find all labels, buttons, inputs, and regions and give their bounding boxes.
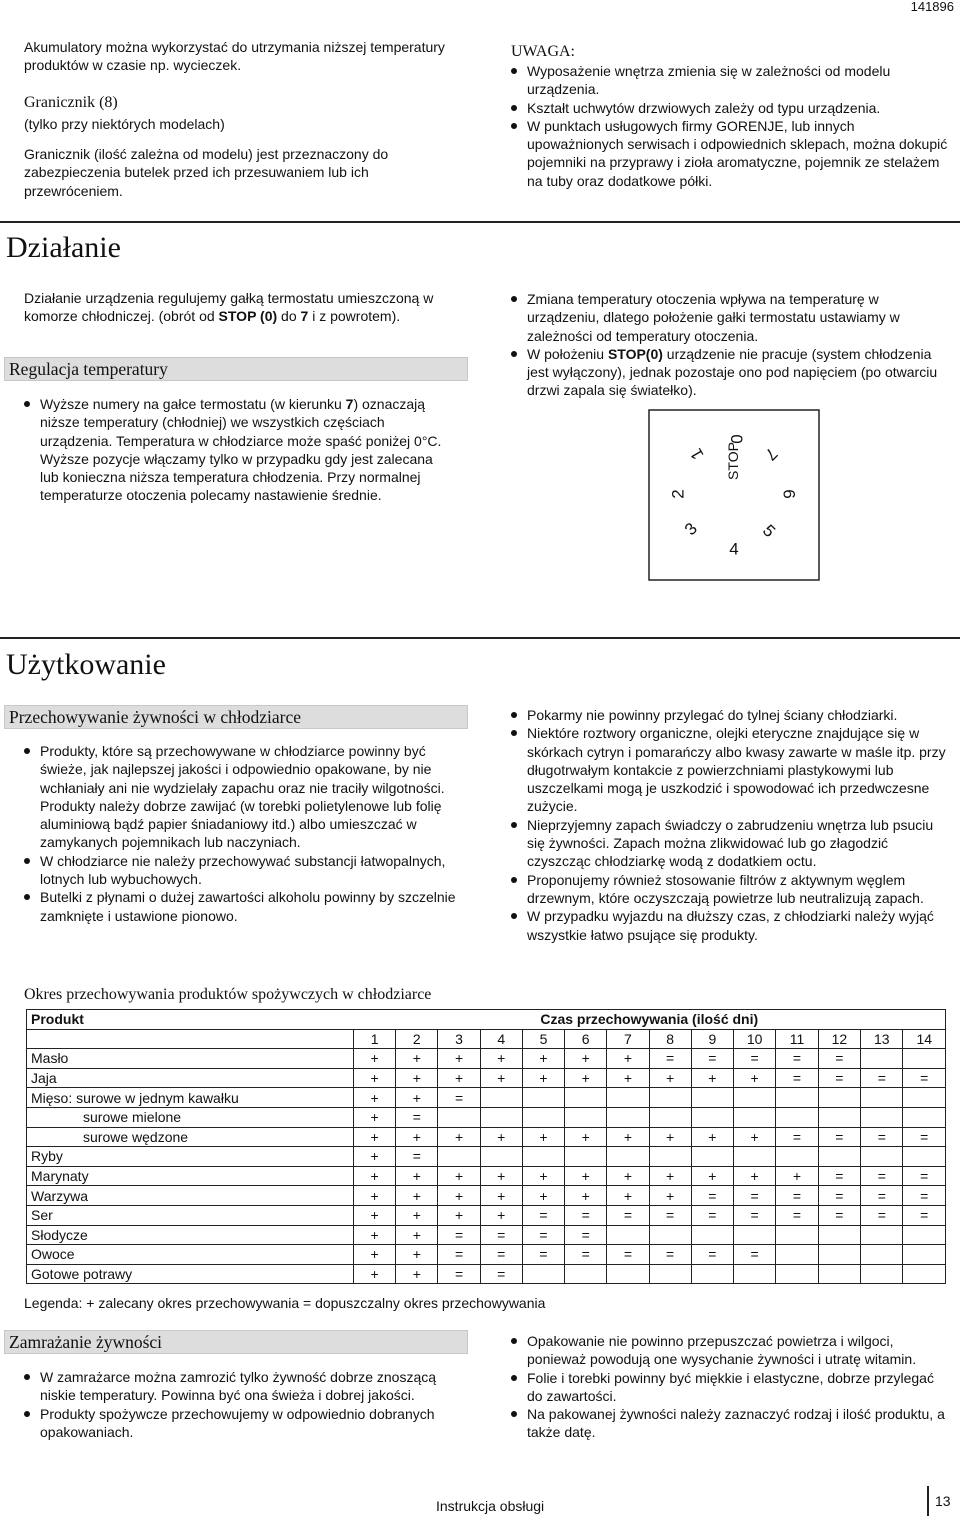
storage-right-item: Pokarmy nie powinny przylegać do tylnej ściany chłodziarki.	[509, 706, 949, 724]
storage-cell: =	[691, 1049, 733, 1069]
storage-cell: =	[438, 1264, 480, 1284]
day-header-cell: 5	[522, 1029, 564, 1049]
storage-cell: =	[565, 1225, 607, 1245]
table-row	[27, 1068, 946, 1088]
storage-cell: +	[353, 1088, 395, 1108]
storage-cell: =	[438, 1245, 480, 1265]
storage-cell	[565, 1264, 607, 1284]
storage-cell	[565, 1147, 607, 1167]
storage-cell: +	[649, 1166, 691, 1186]
operation-heading: Działanie	[6, 231, 121, 264]
storage-cell: =	[861, 1166, 903, 1186]
storage-heading: Przechowywanie żywności w chłodziarce	[4, 705, 468, 729]
storage-cell	[691, 1225, 733, 1245]
storage-cell: =	[903, 1127, 946, 1147]
table-row	[27, 1225, 946, 1245]
storage-cell	[903, 1088, 946, 1108]
storage-cell: =	[691, 1205, 733, 1225]
storage-cell: +	[649, 1186, 691, 1206]
storage-cell	[861, 1147, 903, 1167]
storage-cell	[861, 1264, 903, 1284]
table-row	[27, 1264, 946, 1284]
storage-cell	[776, 1147, 818, 1167]
section-rule	[0, 221, 960, 223]
operation-right-item: W położeniu STOP(0) urządzenie nie pracuje (system chłodzenia jest wyłączony), jednak pozostaje ono pod napięciem (po otwarciu drzwi zapala się światełko).	[509, 345, 949, 400]
table-row	[27, 1147, 946, 1167]
storage-cell: +	[733, 1166, 775, 1186]
storage-cell: +	[353, 1245, 395, 1265]
storage-cell: +	[396, 1166, 438, 1186]
storage-cell: +	[691, 1127, 733, 1147]
operation-intro: Działanie urządzenia regulujemy gałką termostatu umieszczoną w komorze chłodniczej. (obrót od STOP (0) do 7 i z powrotem).	[24, 290, 434, 325]
storage-cell: =	[818, 1205, 860, 1225]
dial-number-2: 2	[668, 489, 688, 499]
storage-cell	[691, 1088, 733, 1108]
storage-cell	[522, 1107, 564, 1127]
usage-heading: Użytkowanie	[6, 648, 166, 681]
note-item: W punktach usługowych firmy GORENJE, lub innych upoważnionych serwisach i odpowiednich sklepach, można dokupić pojemniki na przyprawy i zioła aromatyczne, pojemnik ze stelażem na tuby oraz dodatkowe półki.	[509, 117, 949, 190]
storage-cell	[818, 1107, 860, 1127]
storage-left-list	[22, 742, 466, 925]
table-row	[27, 1049, 946, 1069]
freezing-right-item: Opakowanie nie powinno przepuszczać powietrza i wilgoci, ponieważ powodują one wysychanie żywności i utratę witamin.	[509, 1332, 949, 1369]
storage-cell	[818, 1225, 860, 1245]
storage-cell	[776, 1245, 818, 1265]
storage-table	[26, 1009, 946, 1284]
storage-cell: =	[903, 1068, 946, 1088]
storage-cell: =	[861, 1186, 903, 1206]
storage-cell: +	[353, 1107, 395, 1127]
storage-cell	[861, 1107, 903, 1127]
dial-number-6: 6	[779, 489, 799, 499]
storage-cell: +	[438, 1205, 480, 1225]
note-item: Kształt uchwytów drzwiowych zależy od typu urządzenia.	[509, 99, 949, 117]
storage-cell	[649, 1264, 691, 1284]
storage-cell	[565, 1107, 607, 1127]
storage-cell: +	[438, 1127, 480, 1147]
storage-cell: +	[480, 1205, 522, 1225]
storage-cell	[776, 1264, 818, 1284]
storage-cell	[903, 1225, 946, 1245]
storage-cell	[861, 1245, 903, 1265]
product-column-header: Produkt	[27, 1010, 354, 1030]
storage-cell: =	[776, 1049, 818, 1069]
storage-cell: =	[861, 1127, 903, 1147]
day-header-cell: 12	[818, 1029, 860, 1049]
storage-cell: +	[691, 1166, 733, 1186]
storage-cell: =	[776, 1186, 818, 1206]
storage-right-item: Niektóre roztwory organiczne, olejki eteryczne znajdujące się w skórkach cytryn i pomarańczy albo kwasy zawarte w maśle itp. przy długotrwałym kontakcie z powierzchniami plastykowymi lub uszczelkami mogą je uszkodzić i spowodować ich przedwczesne zużycie.	[509, 724, 949, 815]
note-item: Wyposażenie wnętrza zmienia się w zależności od modelu urządzenia.	[509, 62, 949, 99]
storage-cell: =	[818, 1068, 860, 1088]
table-header-row	[27, 1010, 946, 1030]
storage-cell: +	[649, 1127, 691, 1147]
storage-cell: =	[691, 1245, 733, 1265]
storage-cell: +	[480, 1127, 522, 1147]
storage-cell: +	[522, 1166, 564, 1186]
days-row	[27, 1029, 946, 1049]
product-name-cell: Gotowe potrawy	[27, 1264, 354, 1284]
product-name-cell: Mięso: surowe w jednym kawałku	[27, 1088, 354, 1108]
storage-cell: +	[353, 1127, 395, 1147]
storage-cell	[691, 1147, 733, 1167]
storage-cell: =	[522, 1205, 564, 1225]
storage-cell: =	[861, 1068, 903, 1088]
storage-cell	[903, 1264, 946, 1284]
storage-cell	[776, 1088, 818, 1108]
day-header-cell: 14	[903, 1029, 946, 1049]
storage-cell: =	[691, 1186, 733, 1206]
storage-cell: =	[565, 1245, 607, 1265]
storage-cell: +	[480, 1186, 522, 1206]
product-name-cell: Masło	[27, 1049, 354, 1069]
table-row	[27, 1205, 946, 1225]
storage-cell	[776, 1107, 818, 1127]
footer-page-number: 13	[935, 1493, 951, 1509]
storage-cell: =	[733, 1186, 775, 1206]
storage-cell: +	[396, 1264, 438, 1284]
product-name-cell: surowe mielone	[27, 1107, 354, 1127]
storage-cell	[733, 1107, 775, 1127]
storage-cell: =	[649, 1245, 691, 1265]
storage-cell: =	[480, 1245, 522, 1265]
dial-stop-label: STOP	[725, 442, 741, 480]
product-name-cell: Słodycze	[27, 1225, 354, 1245]
storage-cell: =	[607, 1245, 649, 1265]
storage-cell: +	[565, 1186, 607, 1206]
storage-cell: +	[396, 1186, 438, 1206]
day-header-cell: 9	[691, 1029, 733, 1049]
time-column-header: Czas przechowywania (ilość dni)	[353, 1010, 945, 1030]
product-name-cell: Ser	[27, 1205, 354, 1225]
product-name-cell: surowe wędzone	[27, 1127, 354, 1147]
storage-cell: +	[733, 1068, 775, 1088]
storage-cell: +	[607, 1127, 649, 1147]
storage-cell: +	[396, 1049, 438, 1069]
storage-right-item: Proponujemy również stosowanie filtrów z aktywnym węglem drzewnym, które oczyszczają powietrze lub neutralizują zapach.	[509, 871, 949, 908]
storage-cell	[818, 1264, 860, 1284]
storage-cell: =	[649, 1049, 691, 1069]
storage-cell	[691, 1264, 733, 1284]
storage-cell: +	[353, 1264, 395, 1284]
freezing-left-list	[22, 1368, 452, 1441]
day-header-cell: 1	[353, 1029, 395, 1049]
freezing-right-item: Folie i torebki powinny być miękkie i elastyczne, dobrze przylegać do zawartości.	[509, 1369, 949, 1406]
storage-cell: =	[818, 1166, 860, 1186]
limiter-text: Granicznik (ilość zależna od modelu) jest przeznaczony do zabezpieczenia butelek przed ich przesuwaniem lub ich przewróceniem.	[24, 146, 389, 199]
operation-right-list	[509, 290, 949, 400]
day-header-cell: 11	[776, 1029, 818, 1049]
storage-cell: +	[396, 1225, 438, 1245]
storage-cell: =	[818, 1049, 860, 1069]
day-header-cell: 4	[480, 1029, 522, 1049]
day-header-cell: 7	[607, 1029, 649, 1049]
storage-cell: +	[353, 1205, 395, 1225]
storage-cell: =	[649, 1205, 691, 1225]
storage-cell	[733, 1225, 775, 1245]
storage-cell: +	[353, 1186, 395, 1206]
product-name-cell: Jaja	[27, 1068, 354, 1088]
storage-cell: +	[438, 1166, 480, 1186]
operation-right-item: Zmiana temperatury otoczenia wpływa na temperaturę w urządzeniu, dlatego położenie gałki termostatu ustawiamy w zależności od temperatury otoczenia.	[509, 290, 949, 345]
regulation-list	[22, 395, 452, 505]
storage-cell	[649, 1107, 691, 1127]
storage-cell	[438, 1107, 480, 1127]
section-rule	[0, 637, 960, 639]
storage-cell	[480, 1088, 522, 1108]
storage-cell: +	[480, 1049, 522, 1069]
storage-cell	[522, 1264, 564, 1284]
product-name-cell: Ryby	[27, 1147, 354, 1167]
storage-cell: +	[396, 1127, 438, 1147]
regulation-item: Wyższe numery na gałce termostatu (w kierunku 7) oznaczają niższe temperatury (chłodniej) we wszystkich częściach urządzenia. Temperatura w chłodziarce może spaść poniżej 0°C. Wyższe pozycje włączamy tylko w przypadku gdy jest zalecana lub konieczna niższa temperatura chłodzenia. Przy normalnej temperaturze otoczenia polecamy nastawienie średnie.	[22, 395, 452, 505]
table-row	[27, 1127, 946, 1147]
dial-number-7: 7	[760, 443, 782, 465]
storage-cell	[649, 1088, 691, 1108]
freezing-left-item: W zamrażarce można zamrozić tylko żywność dobrze znoszącą niskie temperatury. Powinna być ona świeża i dobrej jakości.	[22, 1368, 452, 1405]
storage-cell	[818, 1147, 860, 1167]
dial-number-4: 4	[729, 539, 739, 559]
storage-cell: +	[396, 1068, 438, 1088]
storage-cell: =	[733, 1245, 775, 1265]
storage-cell	[691, 1107, 733, 1127]
storage-cell: =	[396, 1107, 438, 1127]
storage-cell	[903, 1049, 946, 1069]
storage-cell: =	[438, 1225, 480, 1245]
blank-cell	[27, 1029, 354, 1049]
storage-cell: =	[776, 1127, 818, 1147]
storage-cell: +	[396, 1205, 438, 1225]
storage-cell	[607, 1088, 649, 1108]
day-header-cell: 2	[396, 1029, 438, 1049]
storage-cell: +	[353, 1068, 395, 1088]
storage-left-item: Butelki z płynami o dużej zawartości alkoholu powinny by szczelnie zamknięte i ustawione pionowo.	[22, 888, 466, 925]
storage-cell: =	[818, 1186, 860, 1206]
storage-cell	[522, 1088, 564, 1108]
storage-cell: +	[396, 1245, 438, 1265]
storage-cell	[733, 1088, 775, 1108]
product-name-cell: Marynaty	[27, 1166, 354, 1186]
storage-cell: =	[903, 1186, 946, 1206]
storage-left-item: W chłodziarce nie należy przechowywać substancji łatwopalnych, lotnych lub wybuchowych.	[22, 852, 466, 889]
storage-cell: +	[438, 1049, 480, 1069]
storage-cell	[903, 1245, 946, 1265]
storage-cell: +	[776, 1166, 818, 1186]
storage-cell: +	[480, 1068, 522, 1088]
storage-cell	[903, 1147, 946, 1167]
storage-cell	[818, 1088, 860, 1108]
storage-right-item: Nieprzyjemny zapach świadczy o zabrudzeniu wnętrza lub psuciu się żywności. Zapach można zlikwidować lub go złagodzić czyszcząc chłodziarkę wodą z dodatkiem octu.	[509, 816, 949, 871]
storage-cell	[861, 1225, 903, 1245]
storage-cell: =	[733, 1205, 775, 1225]
storage-cell: =	[861, 1205, 903, 1225]
storage-table-title: Okres przechowywania produktów spożywczych w chłodziarce	[24, 986, 432, 1003]
document-number: 141896	[910, 0, 954, 14]
freezing-right-list	[509, 1332, 949, 1442]
dial-zero-label: 0	[727, 434, 747, 444]
freezing-heading: Zamrażanie żywności	[4, 1330, 468, 1354]
table-row	[27, 1166, 946, 1186]
product-name-cell: Owoce	[27, 1245, 354, 1265]
storage-cell: +	[438, 1186, 480, 1206]
storage-cell: +	[353, 1049, 395, 1069]
storage-cell: +	[607, 1068, 649, 1088]
storage-cell: +	[438, 1068, 480, 1088]
freezing-left-item: Produkty spożywcze przechowujemy w odpowiednio dobranych opakowaniach.	[22, 1405, 452, 1442]
footer-rule	[927, 1486, 929, 1516]
table-row	[27, 1186, 946, 1206]
storage-cell: =	[480, 1225, 522, 1245]
storage-cell: +	[353, 1225, 395, 1245]
note-title: UWAGA:	[511, 43, 575, 60]
storage-cell: +	[649, 1068, 691, 1088]
storage-cell: =	[480, 1264, 522, 1284]
storage-cell: =	[396, 1147, 438, 1167]
storage-cell	[607, 1147, 649, 1167]
storage-cell	[607, 1107, 649, 1127]
storage-cell: +	[565, 1127, 607, 1147]
storage-cell	[438, 1147, 480, 1167]
storage-cell: =	[733, 1049, 775, 1069]
storage-cell: =	[438, 1088, 480, 1108]
table-legend: Legenda: + zalecany okres przechowywania = dopuszczalny okres przechowywania	[24, 1295, 546, 1311]
storage-cell: +	[565, 1166, 607, 1186]
storage-cell: +	[522, 1186, 564, 1206]
day-header-cell: 8	[649, 1029, 691, 1049]
storage-cell	[818, 1245, 860, 1265]
storage-cell: +	[565, 1068, 607, 1088]
storage-cell: +	[565, 1049, 607, 1069]
storage-cell: +	[691, 1068, 733, 1088]
day-header-cell: 3	[438, 1029, 480, 1049]
storage-cell: +	[522, 1049, 564, 1069]
storage-cell: +	[607, 1186, 649, 1206]
dial-number-5: 5	[758, 520, 780, 542]
storage-right-list	[509, 706, 949, 944]
accumulators-text: Akumulatory można wykorzystać do utrzymania niższej temperatury produktów w czasie np. wycieczek.	[24, 39, 445, 74]
storage-cell: +	[522, 1068, 564, 1088]
storage-cell: =	[903, 1205, 946, 1225]
storage-cell: +	[396, 1088, 438, 1108]
dial-number-3: 3	[680, 518, 702, 540]
table-row	[27, 1245, 946, 1265]
storage-cell: +	[733, 1127, 775, 1147]
storage-cell	[649, 1225, 691, 1245]
storage-cell: +	[522, 1127, 564, 1147]
storage-cell: +	[607, 1049, 649, 1069]
temperature-regulation-heading: Regulacja temperatury	[4, 357, 468, 381]
storage-left-item: Produkty, które są przechowywane w chłodziarce powinny być świeże, jak najlepszej jakości i odpowiednio opakowane, by nie wchłaniały ani nie wydzielały zapachu oraz nie traciły wilgotności. Produkty należy dobrze zawijać (w torebki polietylenowe lub folię aluminiową bądź papier śniadaniowy itd.) albo umieszczać w zamykanych pojemnikach lub naczyniach.	[22, 742, 466, 852]
storage-cell: +	[353, 1147, 395, 1167]
storage-cell	[522, 1147, 564, 1167]
table-row	[27, 1107, 946, 1127]
storage-cell: +	[480, 1166, 522, 1186]
thermostat-dial	[648, 409, 820, 581]
limiter-title: Granicznik (8)	[24, 94, 118, 111]
note-list	[509, 62, 949, 190]
product-name-cell: Warzywa	[27, 1186, 354, 1206]
table-row	[27, 1088, 946, 1108]
storage-cell	[649, 1147, 691, 1167]
day-header-cell: 13	[861, 1029, 903, 1049]
storage-cell: =	[522, 1225, 564, 1245]
storage-cell: =	[522, 1245, 564, 1265]
storage-cell	[861, 1088, 903, 1108]
storage-cell: =	[903, 1166, 946, 1186]
freezing-right-item: Na pakowanej żywności należy zaznaczyć rodzaj i ilość produktu, a także datę.	[509, 1405, 949, 1442]
storage-cell	[903, 1107, 946, 1127]
storage-cell	[480, 1107, 522, 1127]
storage-cell	[861, 1049, 903, 1069]
storage-cell	[565, 1088, 607, 1108]
storage-cell: +	[607, 1166, 649, 1186]
storage-cell	[733, 1264, 775, 1284]
storage-cell: =	[607, 1205, 649, 1225]
day-header-cell: 10	[733, 1029, 775, 1049]
storage-cell	[480, 1147, 522, 1167]
dial-number-1: 1	[686, 445, 708, 463]
storage-cell	[733, 1147, 775, 1167]
storage-cell: =	[776, 1205, 818, 1225]
storage-cell	[607, 1264, 649, 1284]
storage-cell: =	[818, 1127, 860, 1147]
day-header-cell: 6	[565, 1029, 607, 1049]
footer-manual-label: Instrukcja obsługi	[436, 1498, 545, 1514]
storage-right-item: W przypadku wyjazdu na dłuższy czas, z chłodziarki należy wyjąć wszystkie łatwo psujące się produkty.	[509, 907, 949, 944]
storage-cell: +	[353, 1166, 395, 1186]
limiter-subtitle: (tylko przy niektórych modelach)	[24, 116, 225, 132]
storage-cell	[776, 1225, 818, 1245]
storage-cell: =	[565, 1205, 607, 1225]
storage-cell: =	[776, 1068, 818, 1088]
storage-cell	[607, 1225, 649, 1245]
